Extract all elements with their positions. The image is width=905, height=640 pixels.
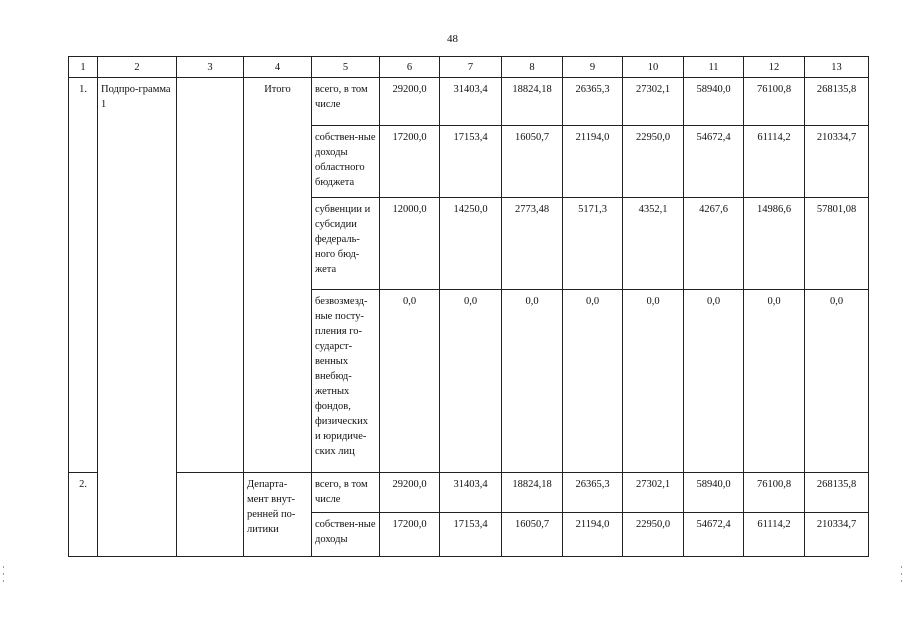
value-cell: 4352,1	[623, 198, 684, 290]
value-cell: 31403,4	[440, 78, 502, 126]
value-cell: 18824,18	[502, 78, 563, 126]
column-header: 7	[440, 57, 502, 78]
scan-mark	[901, 566, 902, 568]
value-cell: 61114,2	[744, 513, 805, 557]
value-cell: 268135,8	[805, 78, 869, 126]
funding-source: безвозмезд-ные посту-пления го-сударст-венных внебюд-жетных фондов, физических и юридиче-ских лиц	[312, 290, 380, 473]
page-number: 48	[447, 33, 458, 45]
value-cell: 0,0	[563, 290, 623, 473]
funding-source: всего, в том числе	[312, 473, 380, 513]
value-cell: 14986,6	[744, 198, 805, 290]
value-cell: 4267,6	[684, 198, 744, 290]
value-cell: 57801,08	[805, 198, 869, 290]
column-header: 3	[177, 57, 244, 78]
column-header: 10	[623, 57, 684, 78]
value-cell: 0,0	[502, 290, 563, 473]
value-cell: 76100,8	[744, 473, 805, 513]
value-cell: 268135,8	[805, 473, 869, 513]
value-cell: 21194,0	[563, 513, 623, 557]
value-cell: 21194,0	[563, 126, 623, 198]
column-header: 11	[684, 57, 744, 78]
funding-source: субвенции и субсидии федераль-ного бюд-жета	[312, 198, 380, 290]
funding-source: всего, в том числе	[312, 78, 380, 126]
value-cell: 27302,1	[623, 78, 684, 126]
value-cell: 29200,0	[380, 473, 440, 513]
value-cell: 0,0	[684, 290, 744, 473]
value-cell: 12000,0	[380, 198, 440, 290]
value-cell: 22950,0	[623, 126, 684, 198]
value-cell: 54672,4	[684, 513, 744, 557]
column-header: 2	[98, 57, 177, 78]
column-header: 6	[380, 57, 440, 78]
value-cell: 16050,7	[502, 513, 563, 557]
column-header: 9	[563, 57, 623, 78]
value-cell: 210334,7	[805, 126, 869, 198]
value-cell: 14250,0	[440, 198, 502, 290]
value-cell: 17200,0	[380, 126, 440, 198]
value-cell: 58940,0	[684, 78, 744, 126]
value-cell: 0,0	[623, 290, 684, 473]
value-cell: 17153,4	[440, 513, 502, 557]
row-number: 1.	[69, 78, 98, 473]
value-cell: 17153,4	[440, 126, 502, 198]
scan-mark	[3, 573, 4, 575]
value-cell: 29200,0	[380, 78, 440, 126]
column-header: 8	[502, 57, 563, 78]
value-cell: 0,0	[744, 290, 805, 473]
executor-cell: Итого	[244, 78, 312, 473]
value-cell: 22950,0	[623, 513, 684, 557]
value-cell: 5171,3	[563, 198, 623, 290]
column-header: 13	[805, 57, 869, 78]
value-cell: 16050,7	[502, 126, 563, 198]
column-header: 5	[312, 57, 380, 78]
value-cell: 26365,3	[563, 78, 623, 126]
value-cell: 61114,2	[744, 126, 805, 198]
scan-mark	[3, 580, 4, 582]
value-cell: 27302,1	[623, 473, 684, 513]
executor-cell: Департа-мент внут-ренней по-литики	[244, 473, 312, 557]
funding-source: собствен-ные доходы	[312, 513, 380, 557]
header-row	[69, 57, 869, 78]
column-3-cell	[177, 78, 244, 473]
scan-mark	[3, 566, 4, 568]
budget-table	[68, 56, 869, 557]
value-cell: 58940,0	[684, 473, 744, 513]
value-cell: 18824,18	[502, 473, 563, 513]
value-cell: 210334,7	[805, 513, 869, 557]
value-cell: 31403,4	[440, 473, 502, 513]
table-row	[69, 78, 869, 126]
column-header: 1	[69, 57, 98, 78]
table-row	[69, 473, 869, 513]
funding-source: собствен-ные доходы областного бюджета	[312, 126, 380, 198]
subprogram-name: Подпро-грамма 1	[98, 78, 177, 557]
value-cell: 17200,0	[380, 513, 440, 557]
value-cell: 26365,3	[563, 473, 623, 513]
value-cell: 0,0	[805, 290, 869, 473]
column-3-cell	[177, 473, 244, 557]
scan-mark	[901, 580, 902, 582]
value-cell: 2773,48	[502, 198, 563, 290]
value-cell: 54672,4	[684, 126, 744, 198]
value-cell: 76100,8	[744, 78, 805, 126]
scan-mark	[901, 573, 902, 575]
value-cell: 0,0	[440, 290, 502, 473]
row-number: 2.	[69, 473, 98, 557]
column-header: 12	[744, 57, 805, 78]
value-cell: 0,0	[380, 290, 440, 473]
column-header: 4	[244, 57, 312, 78]
